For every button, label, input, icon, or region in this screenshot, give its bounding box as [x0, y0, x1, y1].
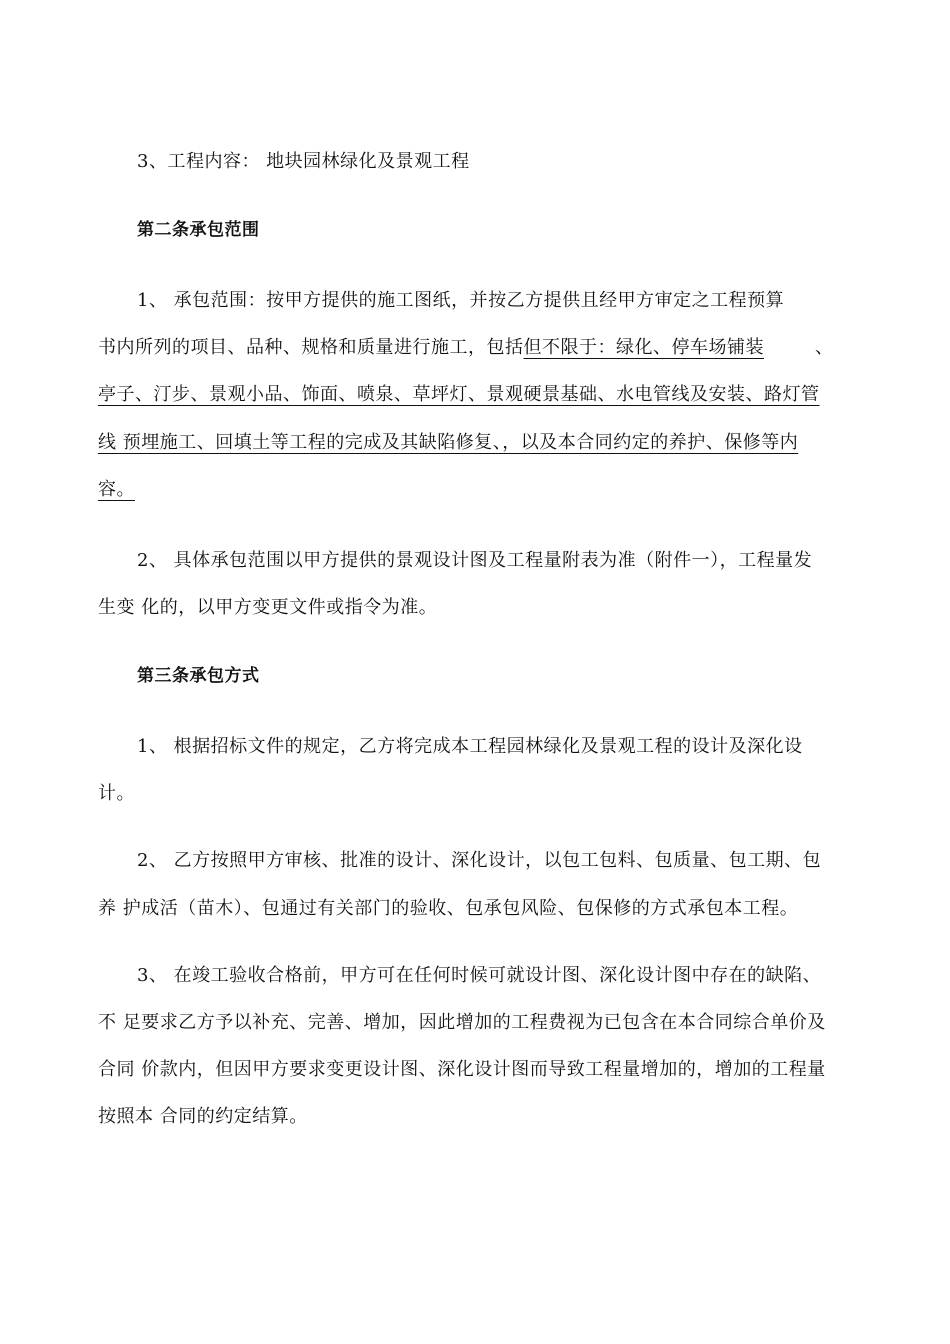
- article-2-para-2-line-2: 生变 化的，以甲方变更文件或指令为准。: [98, 597, 438, 618]
- underlined-scope-end: 、: [815, 337, 834, 358]
- article-3-para-2-line-1: 2、 乙方按照甲方审核、批准的设计、深化设计，以包工包料、包质量、包工期、包: [137, 850, 822, 871]
- article-2-para-1-line-4: 线 预埋施工、回填土等工程的完成及其缺陷修复、，以及本合同约定的养护、保修等内: [98, 432, 799, 453]
- article-3-para-2-line-2: 养 护成活（苗木）、包通过有关部门的验收、包承包风险、包保修的方式承包本工程。: [98, 898, 799, 919]
- article-2-para-1-line-1: 1、 承包范围：按甲方提供的施工图纸，并按乙方提供且经甲方审定之工程预算: [137, 290, 785, 311]
- article-3-para-3-line-2: 不 足要求乙方予以补充、完善、增加，因此增加的工程费视为已包含在本合同综合单价及: [98, 1012, 826, 1033]
- article-3-heading: 第三条承包方式: [137, 666, 260, 686]
- article-2-para-2-line-1: 2、 具体承包范围以甲方提供的景观设计图及工程量附表为准（附件一），工程量发: [137, 550, 813, 571]
- article-3-para-3-line-4: 按照本 合同的约定结算。: [98, 1106, 308, 1127]
- article-3-para-3-line-3: 合同 价款内，但因甲方要求变更设计图、深化设计图而导致工程量增加的，增加的工程量: [98, 1059, 826, 1080]
- article-3-para-1-line-1: 1、 根据招标文件的规定，乙方将完成本工程园林绿化及景观工程的设计及深化设: [137, 736, 803, 757]
- article-2-heading: 第二条承包范围: [137, 220, 260, 240]
- project-content-item: 3、工程内容： 地块园林绿化及景观工程: [137, 151, 470, 172]
- article-3-para-3-line-1: 3、 在竣工验收合格前，甲方可在任何时候可就设计图、深化设计图中存在的缺陷、: [137, 965, 822, 986]
- article-2-para-1-line-5: 容。: [98, 479, 135, 500]
- article-3-para-1-line-2: 计。: [98, 783, 135, 804]
- article-2-para-1-line-3: 亭子、汀步、景观小品、饰面、喷泉、草坪灯、景观硬景基础、水电管线及安装、路灯管: [98, 384, 820, 405]
- article-2-para-1-line-2: [98, 336, 858, 360]
- line-2-underlined-text: [524, 336, 834, 360]
- underlined-scope-text: 但不限于：绿化、停车场铺装: [523, 337, 764, 358]
- line-2-plain-text: 书内所列的项目、品种、规格和质量进行施工，包括: [98, 337, 524, 358]
